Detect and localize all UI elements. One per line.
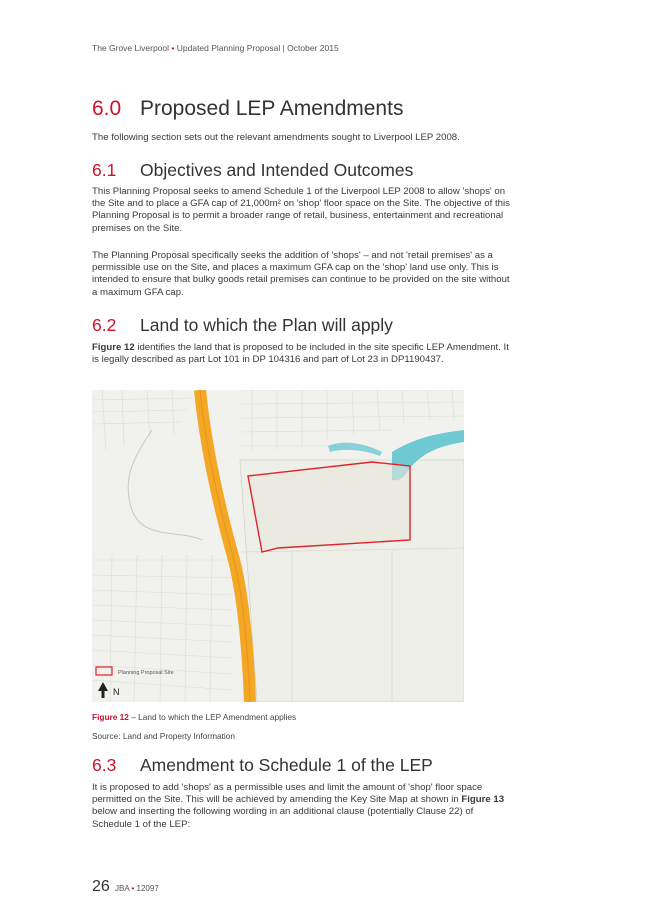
amendment-text-a: It is proposed to add 'shops' as a permissible uses and limit the amount of 'shop' floor space permitted on the Site. This will be achieved by amending the Key Site Map at shown in — [92, 782, 483, 806]
footer-separator: • — [131, 884, 135, 893]
figure-caption — [92, 712, 296, 722]
site-map-graphic — [92, 390, 464, 702]
heading-6-0 — [92, 97, 403, 121]
section-title: Objectives and Intended Outcomes — [140, 160, 414, 180]
objectives-paragraph-2: The Planning Proposal specifically seeks the addition of 'shops' – and not 'retail premises' as a permissible use on the Site, and places a maximum GFA cap on the 'shop' land use only. This is intended to ensure that bulky goods retail premises can continue to be provided on the site without a maximum GFA cap. — [92, 250, 510, 298]
figure-reference: Figure 12 — [92, 342, 135, 353]
footer-code — [115, 884, 159, 893]
north-label: N — [113, 687, 120, 697]
section-title: Proposed LEP Amendments — [140, 97, 404, 120]
amendment-paragraph — [92, 782, 512, 831]
heading-6-2 — [92, 315, 393, 336]
section-number: 6.3 — [92, 755, 117, 775]
land-paragraph-text: identifies the land that is proposed to be included in the site specific LEP Amendment. It is legally described as part Lot 101 in DP 104316 and part of Lot 23 in DP1190437. — [92, 342, 509, 366]
figure-label: Figure 12 — [92, 712, 129, 722]
site-map — [92, 390, 464, 702]
land-paragraph — [92, 342, 512, 366]
legend-label: Planning Proposal Site — [118, 670, 174, 676]
section-number: 6.0 — [92, 97, 122, 120]
figure-source: Source: Land and Property Information — [92, 731, 235, 741]
objectives-paragraph-1: This Planning Proposal seeks to amend Schedule 1 of the Liverpool LEP 2008 to allow 'shops' on the Site and to place a GFA cap of 21,000m² on 'shop' floor space on the Site. The objective of this Planning Proposal is to permit a broader range of retail, business, entertainment and recreational premises on the Site. — [92, 186, 510, 234]
heading-6-3 — [92, 755, 433, 776]
header-separator: • — [171, 43, 175, 53]
footer-org: JBA — [115, 884, 130, 893]
figure-caption-text: – Land to which the LEP Amendment applies — [128, 712, 297, 722]
intro-paragraph: The following section sets out the relevant amendments sought to Liverpool LEP 2008. — [92, 132, 460, 143]
heading-6-1 — [92, 160, 413, 181]
running-header — [92, 43, 339, 53]
amendment-text-b: below and inserting the following wording in an additional clause (potentially Clause 22) of Schedule 1 of the LEP: — [92, 806, 474, 830]
section-title: Land to which the Plan will apply — [140, 315, 393, 335]
footer-job-code: 12097 — [136, 884, 159, 893]
section-title: Amendment to Schedule 1 of the LEP — [140, 755, 433, 775]
site-boundary — [248, 462, 410, 552]
figure-reference: Figure 13 — [461, 794, 505, 806]
header-project: The Grove Liverpool — [92, 43, 170, 53]
header-document: Updated Planning Proposal | October 2015 — [176, 43, 339, 53]
section-number: 6.2 — [92, 315, 117, 335]
section-number: 6.1 — [92, 160, 117, 180]
page-number: 26 — [92, 878, 110, 895]
